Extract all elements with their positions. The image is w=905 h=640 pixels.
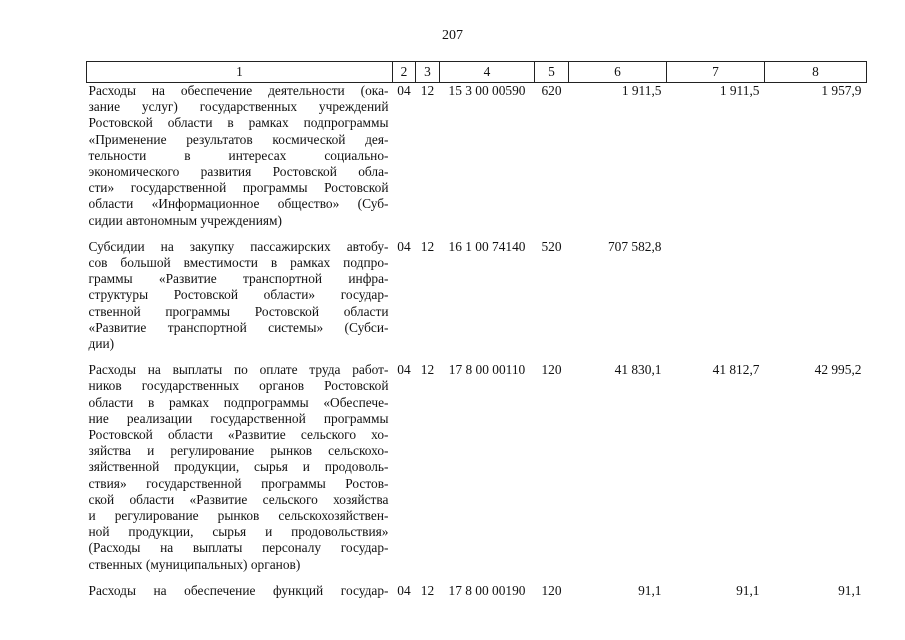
description-line: ской области «Развитие сельского хозяйства	[88, 491, 389, 507]
description-line: (Расходы на выплаты персоналу государ-	[88, 540, 389, 556]
description-line: Расходы на обеспечение функций государ-	[88, 582, 389, 598]
description-line: зяйства и регулирование рынков сельскохо-	[88, 443, 389, 459]
description-line: сов большой вместимости в рамках подпро-	[88, 255, 389, 271]
amount-col-6: 1 911,5	[621, 83, 662, 98]
description-line: сти» государственной программы Ростовской	[88, 180, 389, 196]
target-article-code: 17 8 00 00110	[448, 362, 526, 378]
col-header-5: 5	[535, 62, 569, 83]
description-line: и регулирование рынков сельскохозяйствен-	[88, 508, 389, 524]
expense-type-code: 620	[541, 83, 562, 98]
col-header-3: 3	[416, 62, 440, 83]
table-body	[87, 83, 867, 610]
amount-col-7: 91,1	[736, 582, 760, 598]
amount-col-7: 1 911,5	[719, 83, 760, 98]
description-line: Ростовской области «Развитие сельского хо-	[88, 427, 389, 443]
table-row	[87, 362, 867, 583]
description-line: Расходы на выплаты по оплате труда работ-	[88, 362, 389, 378]
row-description	[87, 239, 393, 362]
col-header-6: 6	[569, 62, 667, 83]
budget-table	[86, 61, 867, 609]
subsection-code: 12	[420, 362, 435, 378]
expense-type-code: 520	[541, 238, 562, 254]
row-description	[87, 583, 393, 609]
col-header-7: 7	[667, 62, 765, 83]
table-row	[87, 239, 867, 362]
amount-col-6: 707 582,8	[607, 238, 662, 254]
description-line: ственной программы Ростовской области	[88, 303, 389, 319]
section-code: 04	[397, 83, 411, 98]
description-line: зяйственной продукции, сырья и продоволь-	[88, 459, 389, 475]
description-line: тельности в интересах социально-	[88, 147, 389, 163]
amount-col-7	[667, 239, 765, 362]
table-row	[87, 83, 867, 239]
target-article-code: 17 8 00 00190	[448, 582, 526, 598]
section-code: 04	[397, 238, 411, 254]
section-code: 04	[397, 582, 411, 598]
amount-col-6: 41 830,1	[614, 362, 662, 378]
subsection-code: 12	[420, 83, 435, 98]
amount-col-8	[765, 239, 867, 362]
subsection-code: 12	[420, 582, 435, 598]
table-header	[87, 62, 867, 83]
col-header-4: 4	[440, 62, 535, 83]
description-line: экономического развития Ростовской обла-	[88, 164, 389, 180]
amount-col-6: 91,1	[638, 582, 662, 598]
description-line: зание услуг) государственных учреждений	[88, 99, 389, 115]
amount-col-7: 41 812,7	[712, 362, 760, 378]
amount-col-8: 42 995,2	[814, 362, 862, 378]
description-line: «Развитие транспортной системы» (Субси-	[88, 319, 389, 335]
expense-type-code: 120	[541, 582, 562, 598]
col-header-1: 1	[87, 62, 393, 83]
amount-col-8: 91,1	[838, 582, 862, 598]
description-line: области «Информационное общество» (Суб-	[88, 196, 389, 212]
expense-type-code: 120	[541, 362, 562, 378]
description-line: граммы «Развитие транспортной инфра-	[88, 271, 389, 287]
description-line: Субсидии на закупку пассажирских автобу-	[88, 238, 389, 254]
description-line: ников государственных органов Ростовской	[88, 378, 389, 394]
description-line: ственных (муниципальных) органов)	[88, 556, 301, 572]
target-article-code: 16 1 00 74140	[448, 238, 526, 254]
description-line: Расходы на обеспечение деятельности (ока-	[88, 83, 389, 98]
description-line: Ростовской области в рамках подпрограммы	[88, 115, 389, 131]
amount-col-8: 1 957,9	[821, 83, 862, 98]
description-line: сидии автономным учреждениям)	[88, 212, 282, 228]
row-description	[87, 362, 393, 583]
description-line: области в рамках подпрограммы «Обеспече-	[88, 394, 389, 410]
description-line: ние реализации государственной программы	[88, 410, 389, 426]
col-header-2: 2	[393, 62, 416, 83]
description-line: ной продукции, сырья и продовольствия»	[88, 524, 389, 540]
description-line: дии)	[88, 336, 115, 352]
page-number: 207	[442, 28, 463, 43]
target-article-code: 15 3 00 00590	[448, 83, 526, 98]
col-header-8: 8	[765, 62, 867, 83]
section-code: 04	[397, 362, 411, 378]
header-row	[87, 62, 867, 83]
subsection-code: 12	[420, 238, 435, 254]
row-description	[87, 83, 393, 239]
table-row	[87, 583, 867, 609]
description-line: «Применение результатов космической дея-	[88, 131, 389, 147]
description-line: структуры Ростовской области» государ-	[88, 287, 389, 303]
description-line: ствия» государственной программы Ростов-	[88, 475, 389, 491]
